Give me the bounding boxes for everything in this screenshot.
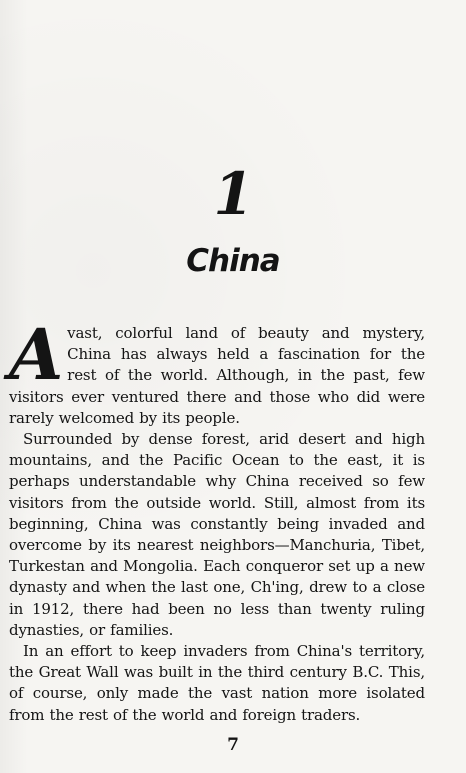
paragraph-1-text: vast, colorful land of beauty and mystery, China has always held a fascination for the rest of the world. Although, in the past, few visitors ever ventured there and those who did were rarely welcomed by its people.	[9, 324, 425, 427]
chapter-title: China	[186, 243, 280, 279]
chapter-body	[9, 313, 425, 726]
paragraph-3: In an effort to keep invaders from China's territory, the Great Wall was built in the third century B.C. This, of course, only made the vast nation more isolated from the rest of the world and foreign traders.	[9, 642, 425, 724]
paragraph-2: Surrounded by dense forest, arid desert and high mountains, and the Pacific Ocean to the east, it is perhaps understandable why China received so few visitors from the outside world. Still, almost from its beginning, China was constantly being invaded and overcome by its nearest neighbors—Manchuria, Tibet, Turkestan and Mongolia. Each conqueror set up a new dynasty and when the last one, Ch'ing, drew to a close in 1912, there had been no less than twenty ruling dynasties, or families.	[9, 430, 425, 639]
paragraph-1	[9, 313, 425, 429]
drop-cap: A	[9, 313, 64, 396]
chapter-number: 1	[213, 160, 253, 228]
page-number: 7	[227, 735, 239, 755]
